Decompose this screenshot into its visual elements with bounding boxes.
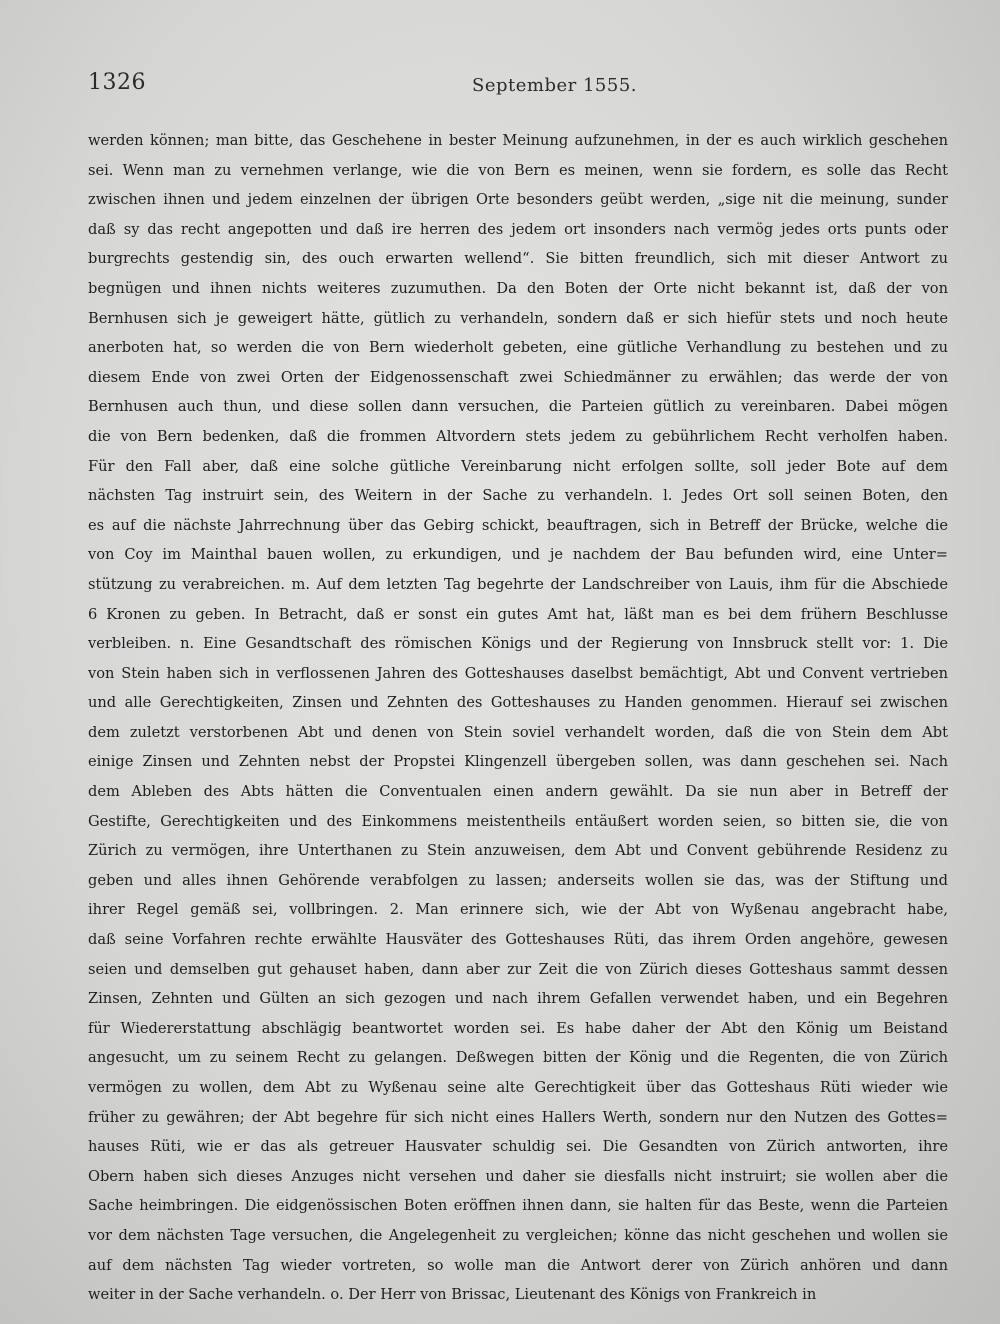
text-line: dem Ableben des Abts hätten die Conventualen einen andern gewählt. Da sie nun aber in Betreff der bbox=[88, 783, 948, 801]
text-line: auf dem nächsten Tag wieder vortreten, so wolle man die Antwort derer von Zürich anhören und dann bbox=[88, 1256, 948, 1274]
text-line: hauses Rüti, wie er das als getreuer Hausvater schuldig sei. Die Gesandten von Zürich antworten, ihre bbox=[88, 1138, 948, 1156]
text-line: Bernhusen auch thun, und diese sollen dann versuchen, die Parteien gütlich zu vereinbaren. Dabei mögen bbox=[88, 398, 948, 416]
text-line: daß seine Vorfahren rechte erwählte Hausväter des Gotteshauses Rüti, das ihrem Orden angehöre, gewesen bbox=[88, 931, 948, 949]
text-line: zwischen ihnen und jedem einzelnen der übrigen Orte besonders geübt werden, „sige nit die meinung, sunder bbox=[88, 191, 948, 209]
text-line: sei. Wenn man zu vernehmen verlange, wie die von Bern es meinen, wenn sie fordern, es solle das Recht bbox=[88, 161, 948, 179]
text-line: für Wiedererstattung abschlägig beantwortet worden sei. Es habe daher der Abt den König um Beistand bbox=[88, 1019, 948, 1037]
text-line: stützung zu verabreichen. m. Auf dem letzten Tag begehrte der Landschreiber von Lauis, ihm für die Abschiede bbox=[88, 575, 948, 593]
text-line: daß sy das recht angepotten und daß ire herren des jedem ort insonders nach vermög jedes orts punts oder bbox=[88, 220, 948, 238]
text-line: Zinsen, Zehnten und Gülten an sich gezogen und nach ihrem Gefallen verwendet haben, und ein Begehren bbox=[88, 990, 948, 1008]
text-line: vor dem nächsten Tage versuchen, die Angelegenheit zu vergleichen; könne das nicht geschehen und wollen sie bbox=[88, 1226, 948, 1244]
text-line: weiter in der Sache verhandeln. o. Der Herr von Brissac, Lieutenant des Königs von Frankreich in bbox=[88, 1286, 817, 1304]
text-line: ihrer Regel gemäß sei, vollbringen. 2. Man erinnere sich, wie der Abt von Wyßenau angebracht habe, bbox=[88, 901, 948, 919]
running-head: September 1555. bbox=[472, 75, 637, 96]
text-line: Sache heimbringen. Die eidgenössischen Boten eröffnen ihnen dann, sie halten für das Beste, wenn die Parteien bbox=[88, 1197, 948, 1215]
text-line: seien und demselben gut gehauset haben, dann aber zur Zeit die von Zürich dieses Gotteshaus sammt dessen bbox=[88, 960, 948, 978]
text-line: 6 Kronen zu geben. In Betracht, daß er sonst ein gutes Amt hat, läßt man es bei dem frühern Beschlusse bbox=[88, 605, 948, 623]
page-number: 1326 bbox=[88, 70, 146, 95]
text-line: und alle Gerechtigkeiten, Zinsen und Zehnten des Gotteshauses zu Handen genommen. Hierauf sei zwischen bbox=[88, 694, 948, 712]
text-line: werden können; man bitte, das Geschehene in bester Meinung aufzunehmen, in der es auch wirklich geschehen bbox=[88, 132, 948, 149]
text-line: dem zuletzt verstorbenen Abt und denen von Stein soviel verhandelt worden, daß die von Stein dem Abt bbox=[88, 723, 948, 741]
text-line: burgrechts gestendig sin, des ouch erwarten wellend“. Sie bitten freundlich, sich mit dieser Antwort zu bbox=[88, 250, 948, 268]
text-line: Zürich zu vermögen, ihre Unterthanen zu Stein anzuweisen, dem Abt und Convent gebührende Residenz zu bbox=[88, 842, 948, 860]
text-line: Obern haben sich dieses Anzuges nicht versehen und daher sie diesfalls nicht instruirt; sie wollen aber die bbox=[88, 1167, 948, 1185]
text-line: anerboten hat, so werden die von Bern wiederholt gebeten, eine gütliche Verhandlung zu bestehen und zu bbox=[88, 339, 948, 357]
text-line: geben und alles ihnen Gehörende verabfolgen zu lassen; anderseits wollen sie das, was der Stiftung und bbox=[88, 871, 948, 889]
text-line: diesem Ende von zwei Orten der Eidgenossenschaft zwei Schiedmänner zu erwählen; das werde der von bbox=[88, 368, 948, 386]
text-line: früher zu gewähren; der Abt begehre für sich nicht eines Hallers Werth, sondern nur den Nutzen des Gottes= bbox=[88, 1108, 948, 1126]
text-line: angesucht, um zu seinem Recht zu gelangen. Deßwegen bitten der König und die Regenten, die von Zürich bbox=[88, 1049, 948, 1067]
text-line: die von Bern bedenken, daß die frommen Altvordern stets jedem zu gebührlichem Recht verholfen haben. bbox=[88, 427, 948, 445]
text-line: es auf die nächste Jahrrechnung über das Gebirg schickt, beauftragen, sich in Betreff der Brücke, welche die bbox=[88, 516, 948, 534]
text-line: einige Zinsen und Zehnten nebst der Propstei Klingenzell übergeben sollen, was dann geschehen sei. Nach bbox=[88, 753, 948, 771]
text-line: Bernhusen sich je geweigert hätte, gütlich zu verhandeln, sondern daß er sich hiefür stets und noch heute bbox=[88, 309, 948, 327]
text-line: vermögen zu wollen, dem Abt zu Wyßenau seine alte Gerechtigkeit über das Gotteshaus Rüti wieder wie bbox=[88, 1079, 948, 1096]
text-line: Für den Fall aber, daß eine solche gütliche Vereinbarung nicht erfolgen sollte, soll jeder Bote auf dem bbox=[88, 457, 948, 475]
text-line: von Coy im Mainthal bauen wollen, zu erkundigen, und je nachdem der Bau befunden wird, eine Unter= bbox=[88, 546, 948, 564]
page-header bbox=[88, 70, 928, 110]
text-line: verbleiben. n. Eine Gesandtschaft des römischen Königs und der Regierung von Innsbruck stellt vor: 1. Die bbox=[88, 635, 948, 653]
text-line: von Stein haben sich in verflossenen Jahren des Gotteshauses daselbst bemächtigt, Abt und Convent vertrieben bbox=[88, 664, 948, 682]
text-line: nächsten Tag instruirt sein, des Weitern in der Sache zu verhandeln. l. Jedes Ort soll seinen Boten, den bbox=[88, 487, 948, 505]
text-line: Gestifte, Gerechtigkeiten und des Einkommens meistentheils entäußert worden seien, so bitten sie, die von bbox=[88, 812, 948, 830]
text-line: begnügen und ihnen nichts weiteres zuzumuthen. Da den Boten der Orte nicht bekannt ist, daß der von bbox=[88, 279, 948, 297]
body-text bbox=[88, 126, 948, 1310]
